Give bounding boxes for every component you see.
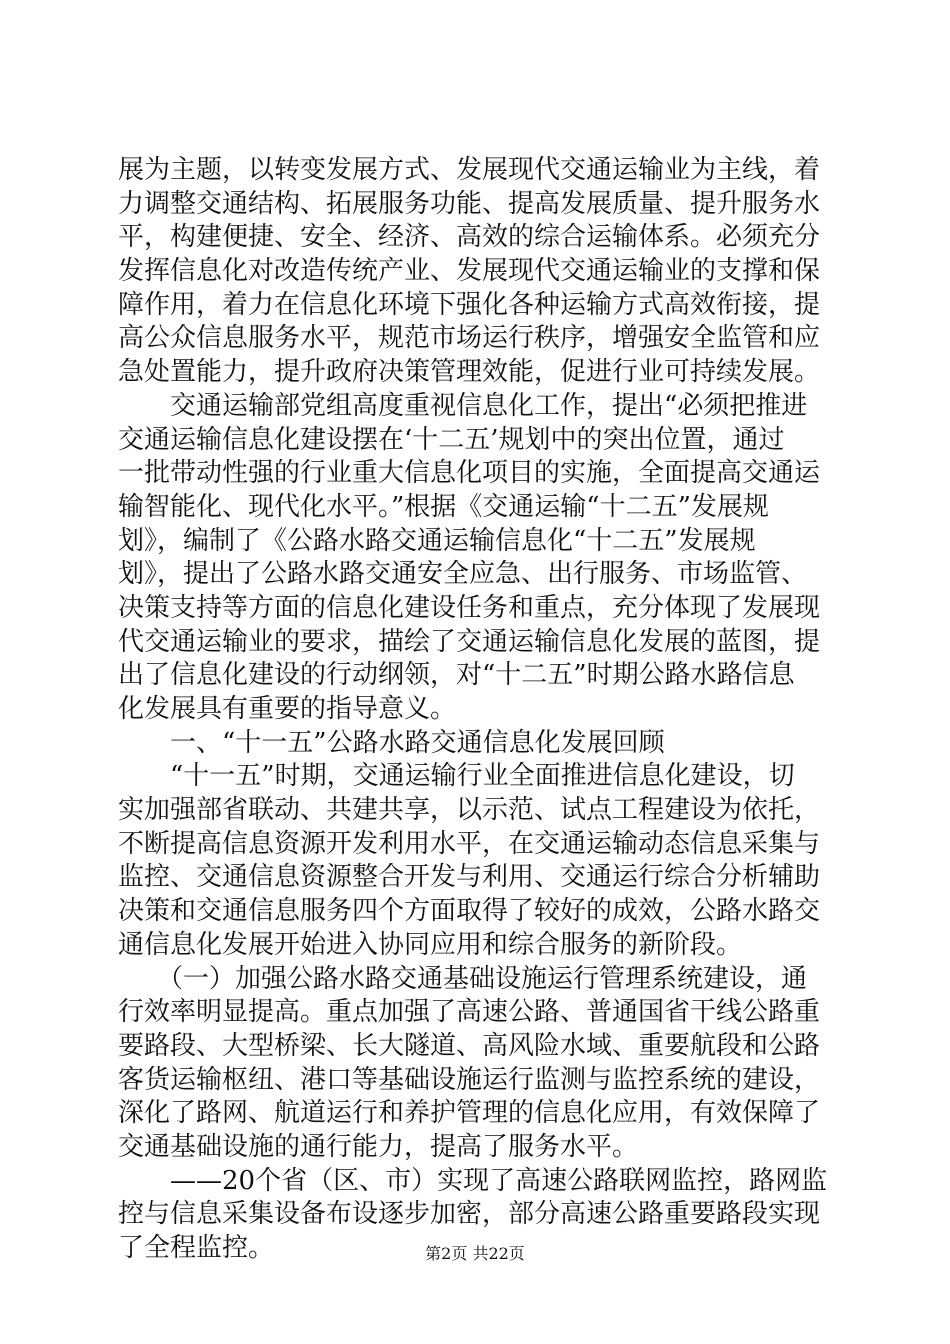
subsection-heading: （一）加强公路水路交通基础设施运行管理系统建设，通 xyxy=(118,963,808,994)
text-line: 输智能化、现代化水平。”根据《交通运输“十二五”发展规 xyxy=(118,491,769,522)
text-line: 发挥信息化对改造传统产业、发展现代交通运输业的支撑和保 xyxy=(118,256,821,287)
text-line: 决策和交通信息服务四个方面取得了较好的成效，公路水路交 xyxy=(118,896,821,927)
text-line: 深化了路网、航道运行和养护管理的信息化应用，有效保障了 xyxy=(118,1098,821,1129)
document-body xyxy=(118,154,830,1266)
text-line: 了全程监控。 xyxy=(118,1233,275,1263)
text-line: 监控、交通信息资源整合开发与利用、交通运行综合分析辅助 xyxy=(118,862,821,893)
text-line: 划》，提出了公路水路交通安全应急、出行服务、市场监管、 xyxy=(118,559,808,590)
text-line: 展为主题，以转变发展方式、发展现代交通运输业为主线，着 xyxy=(118,155,821,185)
section-heading: 一、“十一五”公路水路交通信息化发展回顾 xyxy=(118,727,665,758)
text-line: 一批带动性强的行业重大信息化项目的实施，全面提高交通运 xyxy=(118,458,821,489)
text-line: 要路段、大型桥梁、长大隧道、高风险水域、重要航段和公路 xyxy=(118,1030,821,1061)
text-line: 通信息化发展开始进入协同应用和综合服务的新阶段。 xyxy=(118,929,743,960)
text-line: ——20个省（区、市）实现了高速公路联网监控，路网监 xyxy=(118,1165,828,1196)
text-line: 交通运输部党组高度重视信息化工作，提出“必须把推进 xyxy=(118,390,808,421)
text-line: 行效率明显提高。重点加强了高速公路、普通国省干线公路重 xyxy=(118,997,821,1028)
page-number-footer: 第2页 共22页 xyxy=(425,1244,525,1263)
text-line: 交通基础设施的通行能力，提高了服务水平。 xyxy=(118,1131,639,1162)
text-line: 化发展具有重要的指导意义。 xyxy=(118,694,457,724)
text-line: 平，构建便捷、安全、经济、高效的综合运输体系。必须充分 xyxy=(118,222,821,253)
text-line: 交通运输信息化建设摆在‘十二五’规划中的突出位置，通过 xyxy=(118,424,785,455)
text-line: 决策支持等方面的信息化建设任务和重点，充分体现了发展现 xyxy=(118,592,821,623)
text-line: 不断提高信息资源开发利用水平，在交通运输动态信息采集与 xyxy=(118,828,821,859)
text-line: 客货运输枢纽、港口等基础设施运行监测与监控系统的建设， xyxy=(118,1064,821,1095)
text-line: 划》，编制了《公路水路交通运输信息化“十二五”发展规 xyxy=(118,525,756,556)
text-line: 控与信息采集设备布设逐步加密，部分高速公路重要路段实现 xyxy=(118,1199,821,1230)
text-line: 急处置能力，提升政府决策管理效能，促进行业可持续发展。 xyxy=(118,357,821,388)
text-line: 障作用，着力在信息化环境下强化各种运输方式高效衔接，提 xyxy=(118,289,821,320)
text-line: 力调整交通结构、拓展服务功能、提高发展质量、提升服务水 xyxy=(118,188,821,219)
text-line: 实加强部省联动、共建共享，以示范、试点工程建设为依托， xyxy=(118,795,821,826)
text-line: 代交通运输业的要求，描绘了交通运输信息化发展的蓝图，提 xyxy=(118,626,821,657)
text-line: 高公众信息服务水平，规范市场运行秩序，增强安全监管和应 xyxy=(118,323,821,354)
text-line: 出了信息化建设的行动纲领，对“十二五”时期公路水路信息 xyxy=(118,660,795,691)
text-line: “十一五”时期，交通运输行业全面推进信息化建设，切 xyxy=(118,761,795,792)
